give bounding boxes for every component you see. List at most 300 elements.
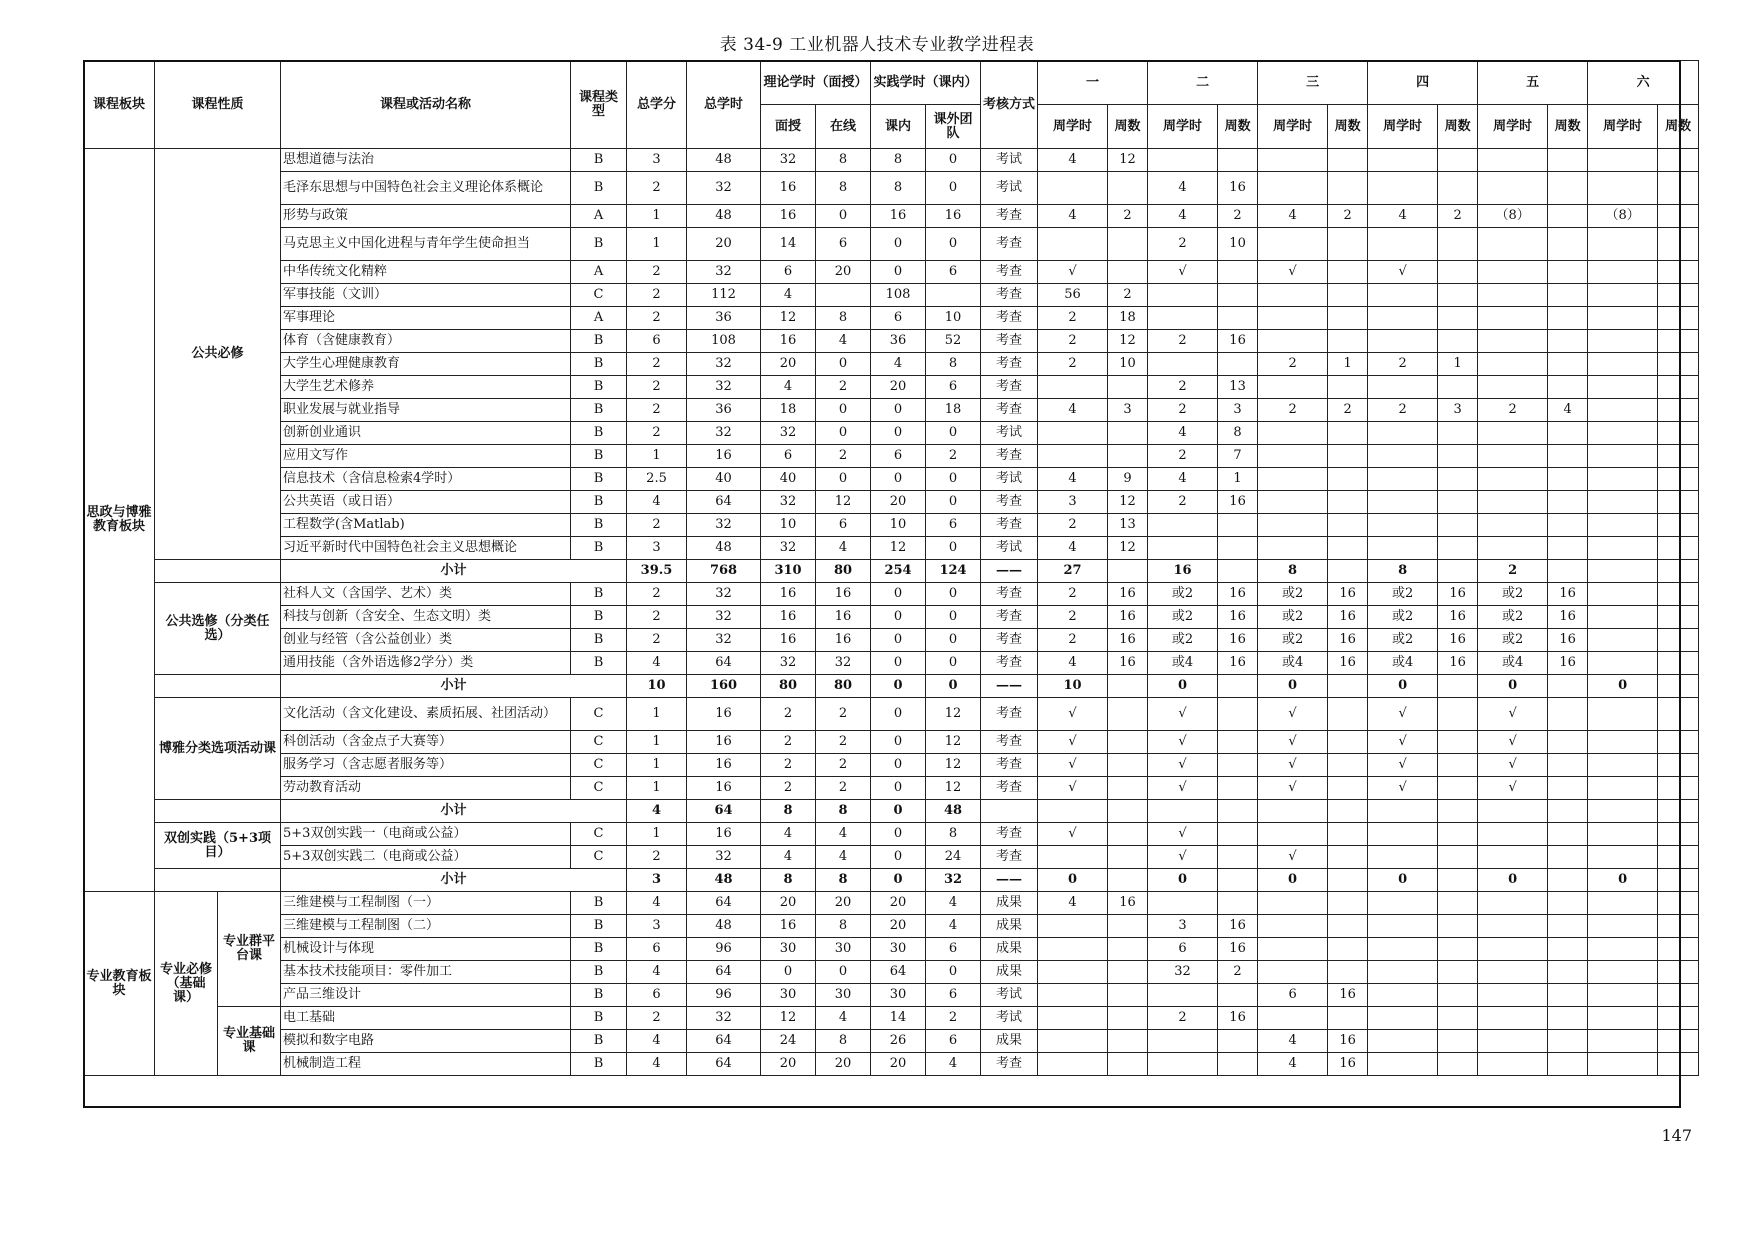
course-name-cell: 形势与政策	[281, 205, 571, 228]
cell	[1548, 228, 1588, 261]
cell: 40	[761, 468, 816, 491]
cell	[1258, 307, 1328, 330]
cell	[1108, 846, 1148, 869]
cell: 4	[1038, 892, 1108, 915]
cell: 16	[761, 583, 816, 606]
cell: 32	[1148, 961, 1218, 984]
cell: C	[571, 754, 627, 777]
cell: 考查	[981, 445, 1038, 468]
cell: 6	[871, 307, 926, 330]
table-row	[84, 961, 1699, 984]
cell	[1658, 984, 1699, 1007]
cell	[1658, 892, 1699, 915]
course-name-cell: 公共英语（或日语）	[281, 491, 571, 514]
cell: 4	[627, 1053, 687, 1076]
cell: 考查	[981, 307, 1038, 330]
cell: 4	[1148, 422, 1218, 445]
cell	[1148, 353, 1218, 376]
cell: √	[1258, 261, 1328, 284]
cell: 2	[627, 583, 687, 606]
header-type: 课程类型	[571, 61, 627, 149]
cell: 2	[816, 445, 871, 468]
cell	[1658, 698, 1699, 731]
cell: 4	[627, 652, 687, 675]
cell	[1588, 445, 1658, 468]
subtotal-cell	[1548, 869, 1588, 892]
cell	[1658, 399, 1699, 422]
subtotal-cell: 0	[1148, 675, 1218, 698]
cell: 4	[761, 823, 816, 846]
course-name-cell: 大学生艺术修养	[281, 376, 571, 399]
cell: 32	[687, 353, 761, 376]
cell: 18	[926, 399, 981, 422]
cell: 1	[627, 698, 687, 731]
cell	[1328, 172, 1368, 205]
subtotal-cell: 0	[1588, 869, 1658, 892]
header-weeks: 周数	[1108, 105, 1148, 149]
cell: 2	[1218, 961, 1258, 984]
cell: 13	[1218, 376, 1258, 399]
cell: 56	[1038, 284, 1108, 307]
cell: 36	[687, 307, 761, 330]
cell: 20	[871, 376, 926, 399]
cell: 32	[761, 537, 816, 560]
course-name-cell: 军事技能（文训）	[281, 284, 571, 307]
table-row	[84, 777, 1699, 800]
subtotal-cell: 0	[871, 675, 926, 698]
cell: 成果	[981, 1030, 1038, 1053]
cell	[1218, 892, 1258, 915]
cell: 32	[687, 1007, 761, 1030]
cell	[1588, 468, 1658, 491]
cell: 4	[1038, 399, 1108, 422]
cell	[1658, 606, 1699, 629]
cell: B	[571, 228, 627, 261]
cell: 0	[871, 629, 926, 652]
subtotal-cell: 48	[687, 869, 761, 892]
cell	[1588, 422, 1658, 445]
cell: B	[571, 606, 627, 629]
cell	[1368, 846, 1438, 869]
cell: 1	[1438, 353, 1478, 376]
cell: 108	[871, 284, 926, 307]
cell: 8	[816, 307, 871, 330]
course-name-cell: 马克思主义中国化进程与青年学生使命担当	[281, 228, 571, 261]
cell	[1658, 846, 1699, 869]
cell: 2	[926, 445, 981, 468]
cell	[1658, 205, 1699, 228]
cell: B	[571, 984, 627, 1007]
cell	[1478, 961, 1548, 984]
subtotal-cell	[1218, 560, 1258, 583]
cell	[1658, 284, 1699, 307]
cell: √	[1368, 731, 1438, 754]
cell: B	[571, 892, 627, 915]
cell: 16	[761, 172, 816, 205]
cell: 4	[1038, 652, 1108, 675]
course-name-cell: 创新创业通识	[281, 422, 571, 445]
course-name-cell: 5+3双创实践二（电商或公益）	[281, 846, 571, 869]
cell: 32	[816, 652, 871, 675]
cell: B	[571, 1007, 627, 1030]
cell: 16	[1438, 606, 1478, 629]
subtotal-cell: 80	[761, 675, 816, 698]
cell: 32	[687, 514, 761, 537]
cell: 2	[1328, 399, 1368, 422]
cell: B	[571, 652, 627, 675]
subtotal-cell	[1218, 869, 1258, 892]
cell: 6	[1258, 984, 1328, 1007]
cell: 4	[816, 846, 871, 869]
cell: 32	[761, 491, 816, 514]
cell: √	[1148, 698, 1218, 731]
subtotal-cell	[1108, 800, 1148, 823]
cell: 4	[926, 915, 981, 938]
cell: 20	[761, 353, 816, 376]
cell: 12	[1108, 537, 1148, 560]
subtotal-cell: 4	[627, 800, 687, 823]
cell	[1438, 491, 1478, 514]
cell: 0	[816, 422, 871, 445]
cell	[1658, 754, 1699, 777]
cell: 或4	[1368, 652, 1438, 675]
cell	[1588, 284, 1658, 307]
cell	[1588, 1030, 1658, 1053]
course-name-cell: 服务学习（含志愿者服务等）	[281, 754, 571, 777]
cell	[1218, 514, 1258, 537]
table-row	[84, 330, 1699, 353]
cell	[1548, 445, 1588, 468]
cell: B	[571, 445, 627, 468]
table-row	[84, 422, 1699, 445]
course-name-cell: 习近平新时代中国特色社会主义思想概论	[281, 537, 571, 560]
cell	[1588, 307, 1658, 330]
cell	[1368, 307, 1438, 330]
cell: B	[571, 1030, 627, 1053]
cell: 2	[627, 514, 687, 537]
cell: 0	[871, 468, 926, 491]
cell	[1148, 1053, 1218, 1076]
cell: 0	[926, 537, 981, 560]
course-name-cell: 三维建模与工程制图（一）	[281, 892, 571, 915]
cell	[1588, 698, 1658, 731]
cell: 0	[926, 172, 981, 205]
cell	[1038, 1030, 1108, 1053]
cell	[1148, 514, 1218, 537]
subtotal-cell	[1588, 800, 1658, 823]
cell: 16	[1218, 915, 1258, 938]
cell: 成果	[981, 892, 1038, 915]
header-weeks: 周数	[1328, 105, 1368, 149]
cell	[1108, 915, 1148, 938]
course-name-cell: 文化活动（含文化建设、素质拓展、社团活动）	[281, 698, 571, 731]
cell	[1328, 777, 1368, 800]
cell: 7	[1218, 445, 1258, 468]
cell: 2	[1148, 1007, 1218, 1030]
cell: 10	[761, 514, 816, 537]
cell: 64	[687, 491, 761, 514]
cell	[1368, 468, 1438, 491]
cell: 2	[1038, 307, 1108, 330]
cell: 2	[627, 284, 687, 307]
header-week-hours: 周学时	[1368, 105, 1438, 149]
cell	[1328, 445, 1368, 468]
subtotal-cell: 0	[871, 800, 926, 823]
cell	[1478, 445, 1548, 468]
cell	[1328, 938, 1368, 961]
cell: 48	[687, 149, 761, 172]
cell: 0	[871, 777, 926, 800]
cell	[1658, 731, 1699, 754]
cell: 10	[1218, 228, 1258, 261]
subtotal-cell: 0	[1038, 869, 1108, 892]
table-row	[84, 892, 1699, 915]
teaching-schedule-table	[83, 60, 1699, 1076]
cell: 24	[926, 846, 981, 869]
cell	[1588, 892, 1658, 915]
cell: 6	[816, 228, 871, 261]
cell	[1478, 307, 1548, 330]
cell: B	[571, 491, 627, 514]
cell: 2	[1038, 353, 1108, 376]
cell	[1108, 777, 1148, 800]
cell: C	[571, 777, 627, 800]
cell: 或4	[1148, 652, 1218, 675]
cell	[1658, 1053, 1699, 1076]
cell: 6	[627, 984, 687, 1007]
cell	[1658, 514, 1699, 537]
cell	[1328, 915, 1368, 938]
cell	[1258, 468, 1328, 491]
cell	[1218, 754, 1258, 777]
subtotal-cell	[1218, 800, 1258, 823]
subtotal-cell: 0	[1588, 675, 1658, 698]
cell	[1438, 846, 1478, 869]
subtotal-cell: 39.5	[627, 560, 687, 583]
cell: 30	[871, 938, 926, 961]
subtotal-cell: 160	[687, 675, 761, 698]
subtotal-cell	[1438, 800, 1478, 823]
cell	[1478, 422, 1548, 445]
cell	[1438, 754, 1478, 777]
subtotal-cell	[1438, 675, 1478, 698]
cell: B	[571, 399, 627, 422]
cell: 0	[816, 961, 871, 984]
cell	[1438, 915, 1478, 938]
cell	[1108, 1007, 1148, 1030]
cell: 6	[1148, 938, 1218, 961]
cell: 14	[871, 1007, 926, 1030]
cell: 0	[816, 205, 871, 228]
cell: 或2	[1368, 606, 1438, 629]
cell	[1258, 514, 1328, 537]
cell	[1658, 330, 1699, 353]
cell	[1658, 823, 1699, 846]
cell	[1258, 284, 1328, 307]
cell	[1038, 1053, 1108, 1076]
cell: 4	[1548, 399, 1588, 422]
cell: 8	[816, 915, 871, 938]
cell: 12	[871, 537, 926, 560]
cell: 10	[1108, 353, 1148, 376]
subtotal-cell: 10	[627, 675, 687, 698]
cell: 32	[687, 376, 761, 399]
cell: 96	[687, 938, 761, 961]
cell: 考查	[981, 652, 1038, 675]
cell: √	[1148, 846, 1218, 869]
cell: 16	[1328, 583, 1368, 606]
cell: B	[571, 629, 627, 652]
cell: 2	[816, 376, 871, 399]
subtotal-cell	[1658, 800, 1699, 823]
cell	[1108, 172, 1148, 205]
cell: √	[1038, 823, 1108, 846]
cell	[1548, 915, 1588, 938]
cell: 4	[816, 1007, 871, 1030]
cell	[1588, 172, 1658, 205]
cell: 考试	[981, 422, 1038, 445]
subtotal-label: 小计	[281, 869, 627, 892]
cell: 3	[1218, 399, 1258, 422]
cell	[1328, 228, 1368, 261]
cell: 成果	[981, 938, 1038, 961]
table-row	[84, 228, 1699, 261]
cell	[1658, 961, 1699, 984]
cell	[1368, 149, 1438, 172]
cell: B	[571, 1053, 627, 1076]
cell: 20	[761, 1053, 816, 1076]
cell: 2	[627, 172, 687, 205]
cell: 0	[816, 353, 871, 376]
cell: 或2	[1258, 629, 1328, 652]
cell: 16	[1328, 652, 1368, 675]
cell	[1368, 422, 1438, 445]
cell	[1368, 491, 1438, 514]
cell	[1218, 149, 1258, 172]
cell: 1	[1328, 353, 1368, 376]
cell: 考查	[981, 777, 1038, 800]
cell: B	[571, 938, 627, 961]
cell	[1258, 892, 1328, 915]
cell	[1038, 228, 1108, 261]
cell	[1478, 1053, 1548, 1076]
cell	[1478, 172, 1548, 205]
cell	[1328, 284, 1368, 307]
cell: √	[1478, 731, 1548, 754]
cell: 16	[1218, 583, 1258, 606]
course-name-cell: 毛泽东思想与中国特色社会主义理论体系概论	[281, 172, 571, 205]
subtotal-cell: ——	[981, 675, 1038, 698]
blank-cell	[155, 675, 281, 698]
cell: 0	[871, 261, 926, 284]
course-name-cell: 军事理论	[281, 307, 571, 330]
cell: √	[1368, 261, 1438, 284]
cell: 16	[1108, 892, 1148, 915]
cell	[1548, 892, 1588, 915]
subtotal-cell	[1218, 675, 1258, 698]
cell	[1658, 261, 1699, 284]
cell: √	[1148, 261, 1218, 284]
cell: 4	[1148, 172, 1218, 205]
cell	[1368, 961, 1438, 984]
cell	[1368, 445, 1438, 468]
cell: 26	[871, 1030, 926, 1053]
cell	[1548, 491, 1588, 514]
cell: √	[1148, 731, 1218, 754]
section-label-a: 思政与博雅教育板块	[84, 149, 155, 892]
cell: 或4	[1258, 652, 1328, 675]
subtotal-cell	[1328, 560, 1368, 583]
cell: 或2	[1148, 629, 1218, 652]
cell: 12	[926, 698, 981, 731]
cell	[1588, 330, 1658, 353]
cell	[1328, 961, 1368, 984]
table-row	[84, 823, 1699, 846]
cell: 4	[816, 823, 871, 846]
course-name-cell: 应用文写作	[281, 445, 571, 468]
cell	[1328, 330, 1368, 353]
cell	[1548, 938, 1588, 961]
cell: 4	[1038, 149, 1108, 172]
cell: 16	[761, 330, 816, 353]
subgroup-platform: 专业群平台课	[218, 892, 281, 1007]
table-row	[84, 445, 1699, 468]
cell	[1328, 376, 1368, 399]
cell: 12	[1108, 330, 1148, 353]
cell: 16	[1218, 938, 1258, 961]
header-sem-3: 三	[1258, 61, 1368, 105]
cell: 30	[871, 984, 926, 1007]
subtotal-cell	[1548, 800, 1588, 823]
cell	[1478, 514, 1548, 537]
cell	[1658, 376, 1699, 399]
cell	[1438, 823, 1478, 846]
cell: 2	[627, 846, 687, 869]
cell	[1328, 491, 1368, 514]
cell: 2	[1148, 399, 1218, 422]
table-row	[84, 1007, 1699, 1030]
cell	[1548, 468, 1588, 491]
cell	[1218, 307, 1258, 330]
group-public-required: 公共必修	[155, 149, 281, 560]
cell	[1478, 228, 1548, 261]
subtotal-cell: ——	[981, 869, 1038, 892]
cell	[1588, 376, 1658, 399]
cell: 3	[627, 915, 687, 938]
cell: 10	[871, 514, 926, 537]
table-row	[84, 491, 1699, 514]
header-week-hours: 周学时	[1258, 105, 1328, 149]
cell: 0	[871, 846, 926, 869]
cell: 2	[761, 777, 816, 800]
cell	[1438, 228, 1478, 261]
cell: 64	[687, 961, 761, 984]
cell	[1108, 731, 1148, 754]
cell: √	[1368, 754, 1438, 777]
course-name-cell: 基本技术技能项目：零件加工	[281, 961, 571, 984]
cell	[1588, 261, 1658, 284]
cell	[1658, 353, 1699, 376]
cell	[1108, 1053, 1148, 1076]
cell	[1258, 228, 1328, 261]
cell	[1478, 330, 1548, 353]
cell	[1438, 172, 1478, 205]
cell	[1548, 1030, 1588, 1053]
header-week-hours: 周学时	[1478, 105, 1548, 149]
table-row	[84, 205, 1699, 228]
cell: 或2	[1148, 583, 1218, 606]
table-row	[84, 537, 1699, 560]
